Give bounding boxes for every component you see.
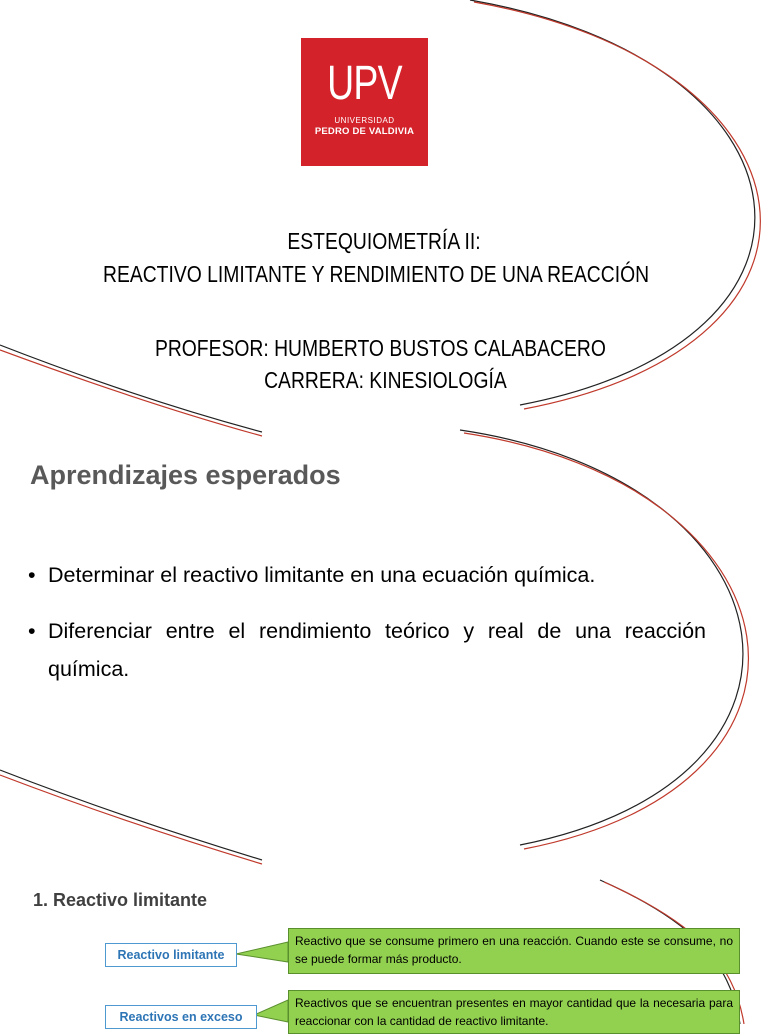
connector-arrow-2: [254, 1000, 288, 1022]
logo-university-line2: PEDRO DE VALDIVIA: [314, 126, 415, 137]
bullet-item: • Determinar el reactivo limitante en una ecuación química.: [28, 556, 706, 594]
title-line-2: REACTIVO LIMITANTE Y RENDIMIENTO DE UNA REACCIÓN: [102, 261, 650, 287]
learning-outcomes-slide: [0, 430, 768, 850]
title-slide: [0, 0, 768, 430]
logo-mark: UPV: [327, 57, 402, 110]
career-line: CARRERA: KINESIOLOGÍA: [263, 367, 507, 393]
connector-arrow-1: [236, 942, 288, 962]
logo-university-line1: UNIVERSIDAD: [334, 116, 395, 125]
university-logo: [301, 38, 428, 166]
title-line-1: ESTEQUIOMETRÍA II:: [287, 228, 481, 254]
limiting-reagent-slide: [0, 850, 768, 1028]
bullet-item: • Diferenciar entre el rendimiento teórico y real de una reacción química.: [28, 612, 706, 688]
professor-line: PROFESOR: HUMBERTO BUSTOS CALABACERO: [154, 335, 606, 361]
bullet-list: [28, 556, 706, 706]
term-box-excess-reagents: Reactivos en exceso: [105, 1005, 257, 1029]
slide-heading: Aprendizajes esperados: [30, 460, 341, 490]
definition-box-excess-reagents: Reactivos que se encuentran presentes en mayor cantidad que la necesaria para reaccionar con la cantidad de reactivo limitante.: [288, 990, 740, 1034]
term-box-limiting-reagent: Reactivo limitante: [105, 943, 237, 967]
definition-box-limiting-reagent: Reactivo que se consume primero en una reacción. Cuando este se consume, no se puede formar más producto.: [288, 928, 740, 974]
section-title: 1. Reactivo limitante: [33, 890, 208, 910]
